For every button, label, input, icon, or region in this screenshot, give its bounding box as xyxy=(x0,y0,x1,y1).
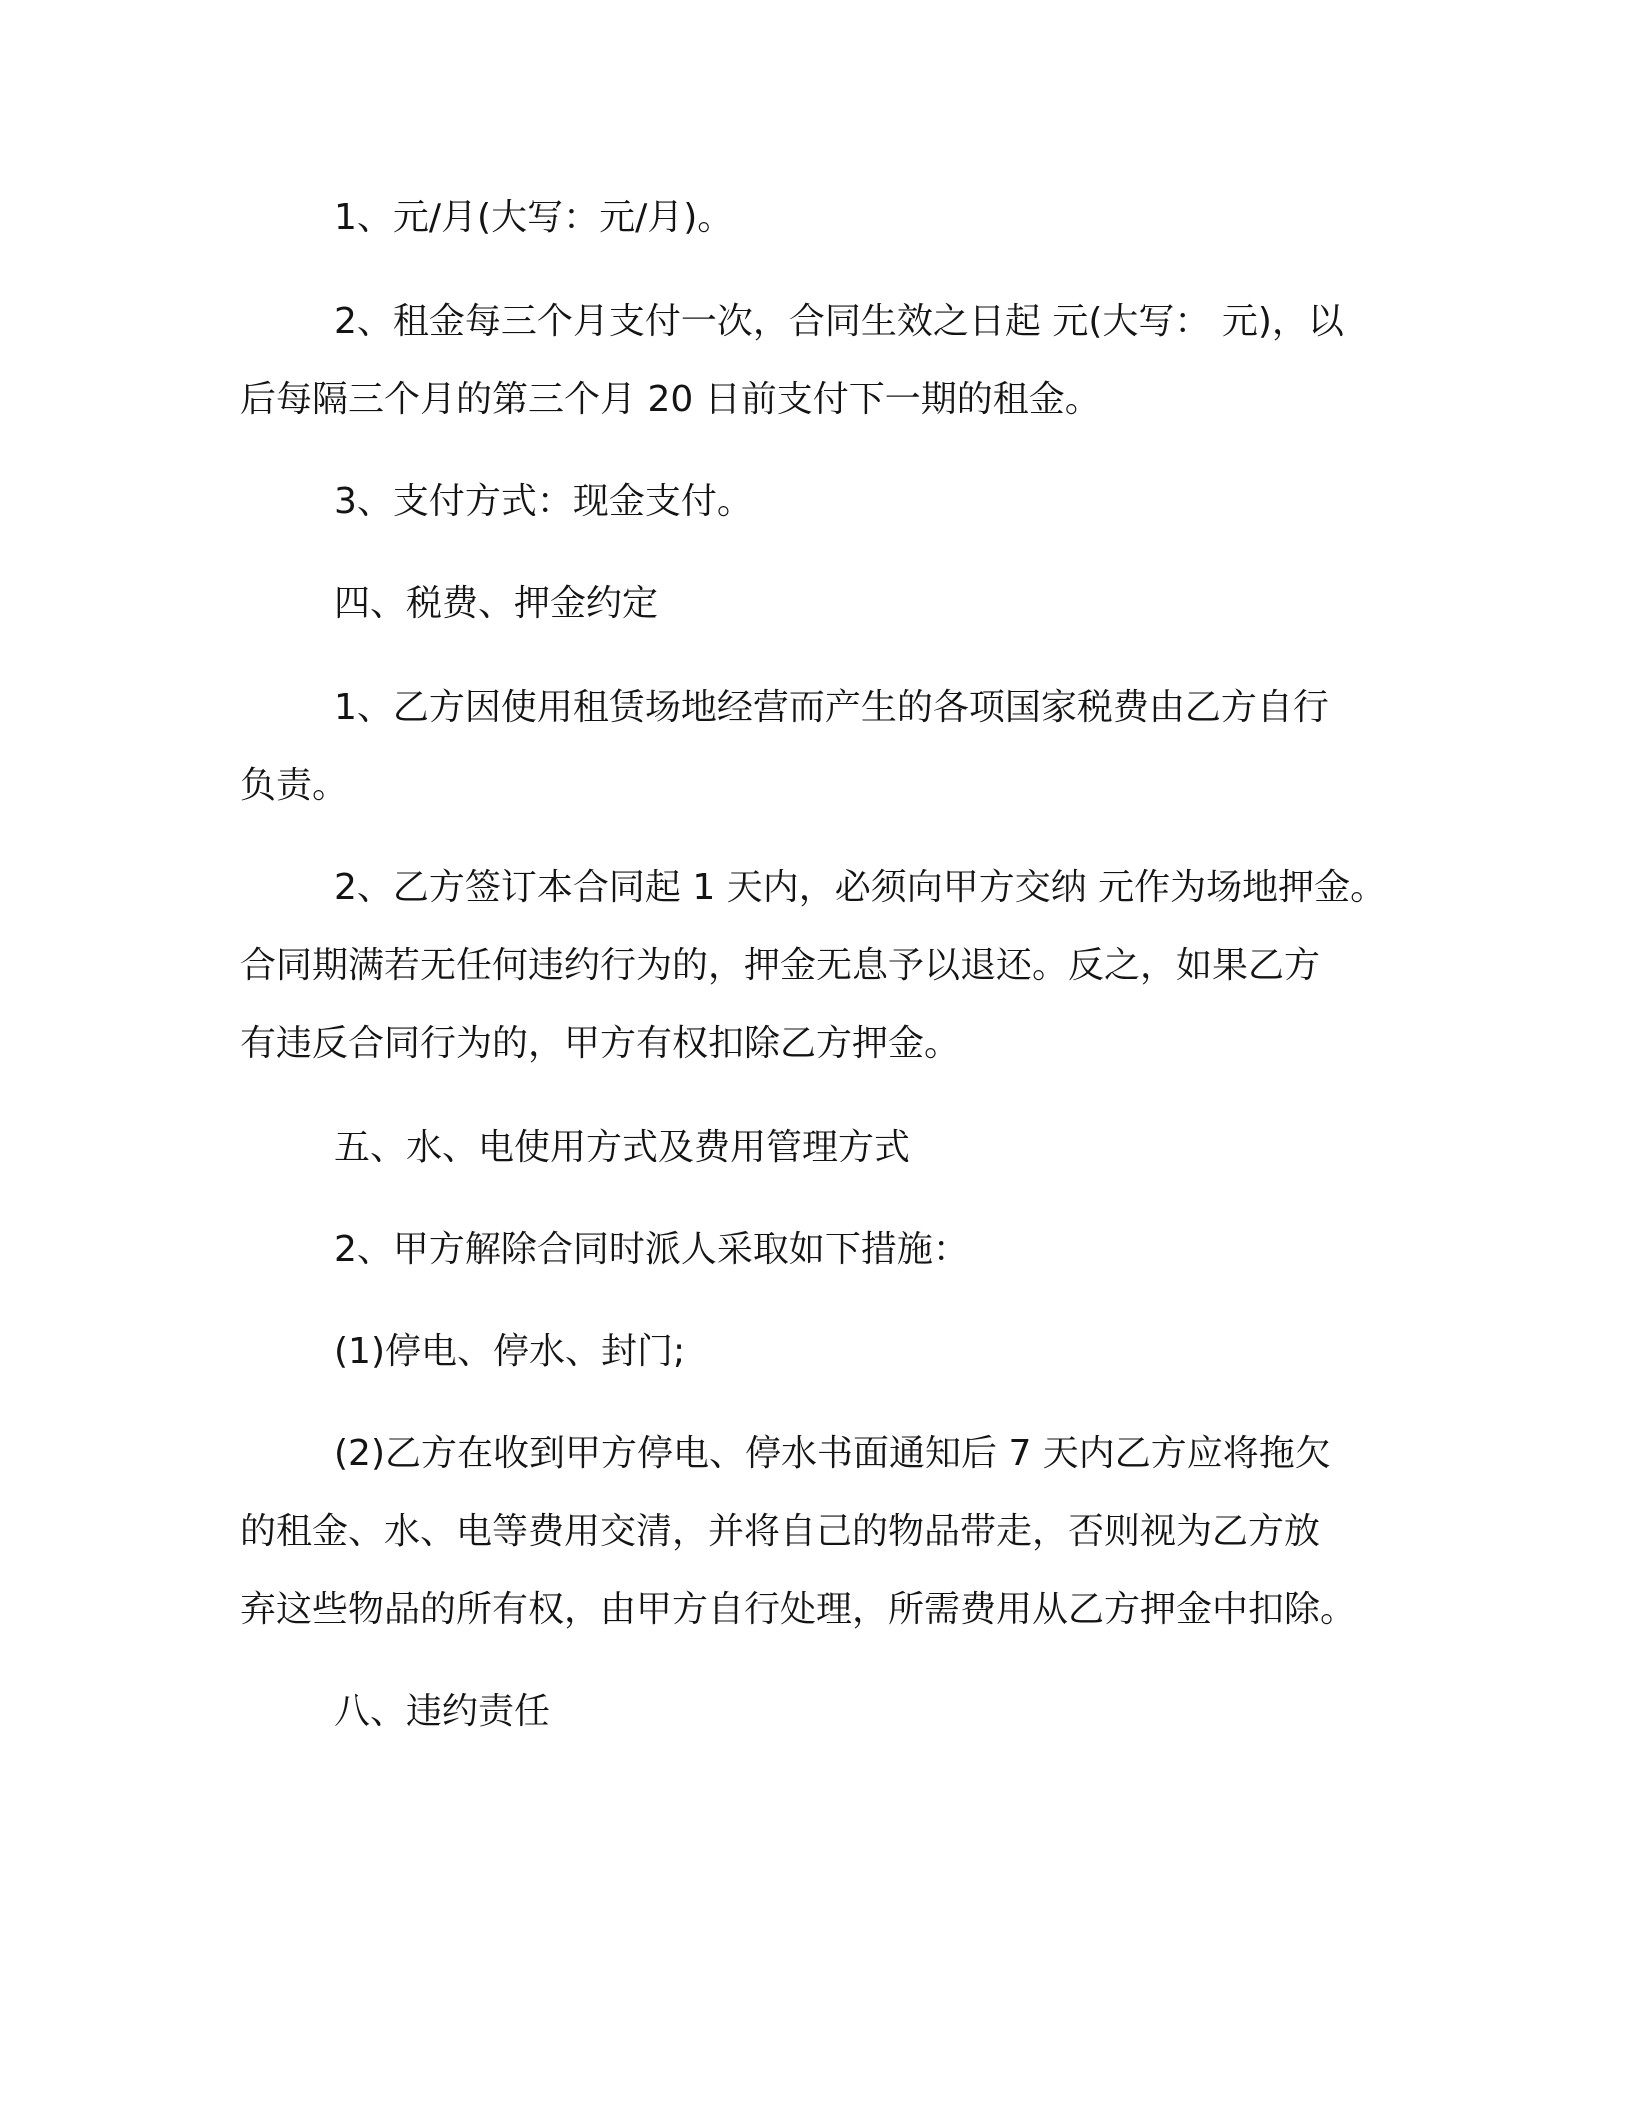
paragraph-measure-1: (1)停电、停水、封门; xyxy=(334,1331,686,1372)
section-heading-liability: 八、违约责任 xyxy=(334,1691,551,1732)
section-heading-taxes-deposit: 四、税费、押金约定 xyxy=(334,583,659,624)
paragraph-termination-measures: 2、甲方解除合同时派人采取如下措施： xyxy=(334,1229,969,1270)
paragraph-payment-schedule-line-1: 2、租金每三个月支付一次，合同生效之日起 元(大写： 元)，以 xyxy=(334,301,1344,342)
paragraph-measure-2-line-2: 的租金、水、电等费用交清，并将自己的物品带走，否则视为乙方放 xyxy=(240,1511,1321,1552)
paragraph-measure-2-line-1: (2)乙方在收到甲方停电、停水书面通知后 7 天内乙方应将拖欠 xyxy=(334,1433,1331,1474)
paragraph-deposit-line-2: 合同期满若无任何违约行为的，押金无息予以退还。反之，如果乙方 xyxy=(240,945,1321,986)
paragraph-taxes-line-1: 1、乙方因使用租赁场地经营而产生的各项国家税费由乙方自行 xyxy=(334,687,1329,728)
paragraph-payment-schedule-line-2: 后每隔三个月的第三个月 20 日前支付下一期的租金。 xyxy=(240,379,1101,420)
section-heading-utilities: 五、水、电使用方式及费用管理方式 xyxy=(334,1127,911,1168)
paragraph-payment-method: 3、支付方式：现金支付。 xyxy=(334,481,753,522)
paragraph-rent-amount: 1、元/月(大写：元/月)。 xyxy=(334,197,734,238)
paragraph-deposit-line-3: 有违反合同行为的，甲方有权扣除乙方押金。 xyxy=(240,1023,961,1064)
paragraph-deposit-line-1: 2、乙方签订本合同起 1 天内，必须向甲方交纳 元作为场地押金。 xyxy=(334,867,1387,908)
paragraph-measure-2-line-3: 弃这些物品的所有权，由甲方自行处理，所需费用从乙方押金中扣除。 xyxy=(240,1589,1357,1630)
paragraph-taxes-line-2: 负责。 xyxy=(240,765,349,806)
